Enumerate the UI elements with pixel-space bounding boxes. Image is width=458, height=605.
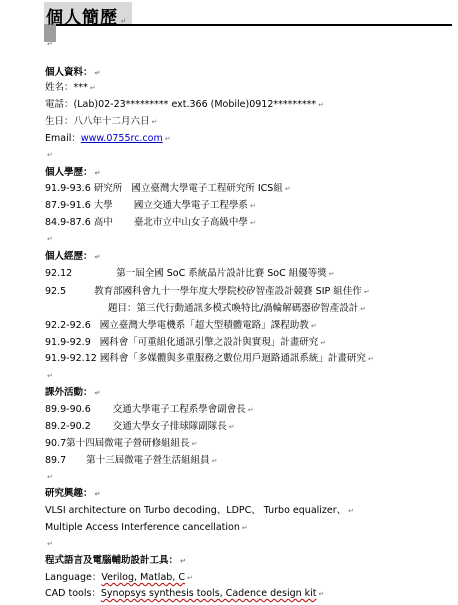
education-row: 87.9-91.6 大學 國立交通大學電子工程學系 ↵ <box>45 200 256 211</box>
section-heading-activities: 課外活動： ↵ <box>45 387 101 398</box>
cad-row: CAD tools：Synopsys synthesis tools, Cadence design kit ↵ <box>45 588 325 599</box>
section-heading-experience: 個人經歷： ↵ <box>45 251 101 262</box>
email-row: Email：www.0755rc.com ↵ <box>45 133 171 144</box>
activity-row: 89.9-90.6 交通大學電子工程系學會副會長 ↵ <box>45 404 254 415</box>
experience-row: 92.12 第一屆全國 SoC 系統晶片設計比賽 SoC 組優等獎 ↵ <box>45 268 335 279</box>
experience-row: 91.9-92.9 國科會「可重組化通訊引擎之設計與實現」計畫研究 ↵ <box>45 337 327 348</box>
experience-row: 92.5 教育部國科會九十一學年度大學院校矽智產設計競賽 SIP 組佳作 ↵ <box>45 286 370 297</box>
blank-line: ↵ <box>47 372 53 380</box>
blank-line: ↵ <box>47 540 53 548</box>
education-row: 91.9-93.6 研究所 國立臺灣大學電子工程研究所 ICS組 ↵ <box>45 183 291 194</box>
title-rule <box>132 24 452 26</box>
activity-row: 89.2-90.2 交通大學女子排球隊副隊長 ↵ <box>45 421 235 432</box>
experience-row: 題目：第三代行動通訊多模式喚特比/渦輪解碼器矽智產設計 ↵ <box>108 303 367 314</box>
experience-row: 91.9-92.12 國科會「多媒體與多重服務之數位用戶迴路通訊系統」計畫研究 ↵ <box>45 353 374 364</box>
name-row: 姓名：*** ↵ <box>45 82 96 93</box>
research-line: VLSI architecture on Turbo decoding、LDPC、 Turbo equalizer、 ↵ <box>45 505 355 516</box>
research-line: Multiple Access Interference cancellation ↵ <box>45 522 248 533</box>
blank-line: ↵ <box>47 151 53 159</box>
activity-row: 90.7第十四屆微電子營研修組組長 ↵ <box>45 438 198 449</box>
section-heading-tools: 程式語言及電腦輔助設計工具： ↵ <box>45 555 186 566</box>
phone-row: 電話：(Lab)02-23********* ext.366 (Mobile)0912********* ↵ <box>45 99 325 110</box>
section-heading-basic: 個人資料： ↵ <box>45 67 101 78</box>
page-title: 個人簡歷 ↵ <box>46 8 127 28</box>
email-link[interactable]: www.0755rc.com <box>80 133 163 144</box>
blank-line: ↵ <box>47 40 53 48</box>
experience-row: 92.2-92.6 國立臺灣大學電機系「超大型積體電路」課程助教 ↵ <box>45 320 317 331</box>
section-heading-research: 研究興趣： ↵ <box>45 488 101 499</box>
activity-row: 89.7 第十三屆微電子營生活組組員 ↵ <box>45 455 218 466</box>
education-row: 84.9-87.6 高中 臺北市立中山女子高級中學 ↵ <box>45 217 256 228</box>
birthday-row: 生日：八八年十二月六日 ↵ <box>45 116 158 127</box>
blank-line: ↵ <box>47 235 53 243</box>
section-heading-education: 個人學歷： ↵ <box>45 167 101 178</box>
language-row: Language：Verilog, Matlab, C ↵ <box>45 572 193 583</box>
blank-line: ↵ <box>47 473 53 481</box>
